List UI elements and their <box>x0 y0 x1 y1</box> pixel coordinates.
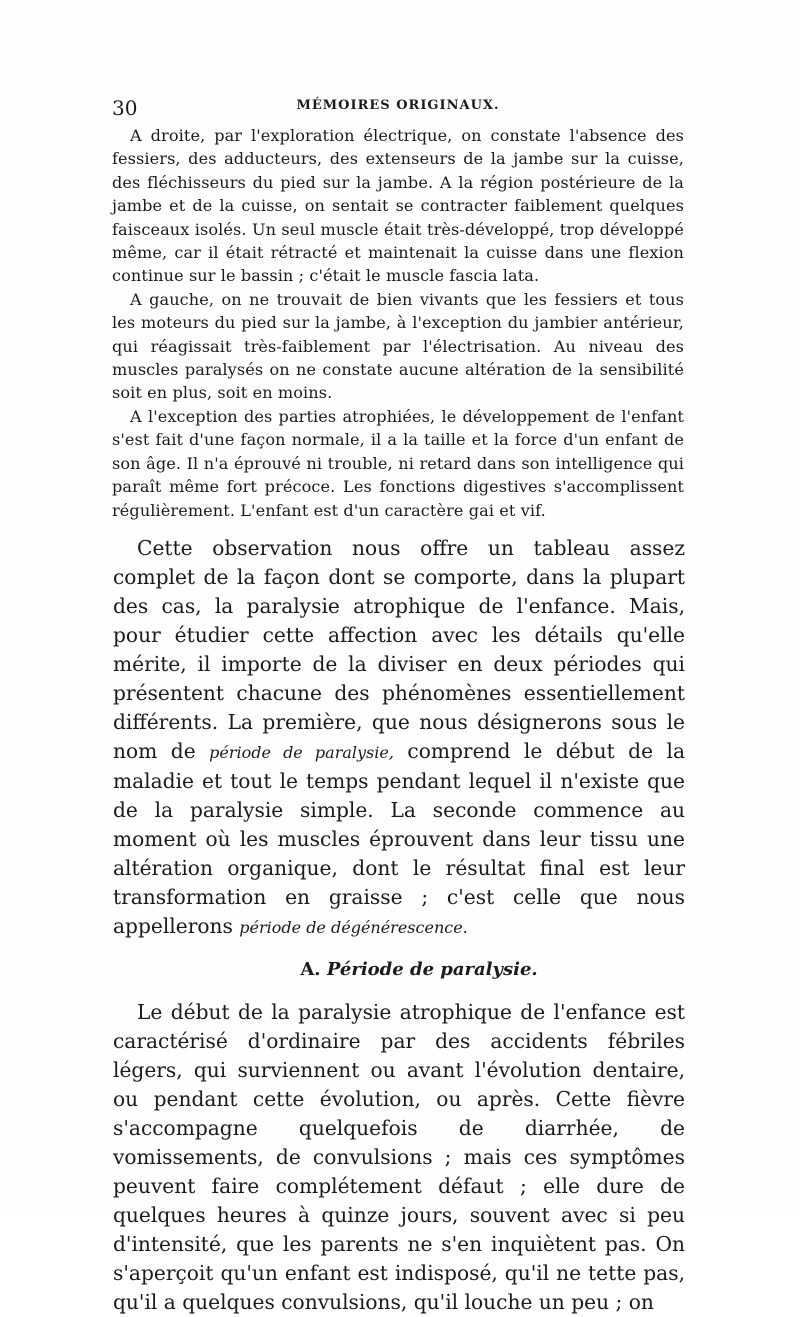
term-degeneration-period: période de dégénérescence. <box>239 918 468 937</box>
paragraph-onset: Le début de la paralysie atrophique de l'enfance est caractérisé d'ordinaire par des accidents fébriles légers, qui surviennent ou avant l'évolution dentaire, ou pendant cette évolution, ou après. Cette fièvre s'accompagne quelquefois de diarrhée, de vomissements, de convulsions ; mais ces symptômes peuvent faire complétement défaut ; elle dure de quelques heures à quinze jours, souvent avec si peu d'intensité, que les parents ne s'en inquiètent pas. On s'aperçoit qu'un enfant est indisposé, qu'il ne tette pas, qu'il a quelques convulsions, qu'il louche un peu ; on <box>113 1000 685 1314</box>
running-header <box>112 96 684 120</box>
page-number: 30 <box>112 96 138 120</box>
paragraph-development: A l'exception des parties atrophiées, le développement de l'enfant s'est fait d'une façon normale, il a la taille et la force d'un enfant de son âge. Il n'a éprouvé ni trouble, ni retard dans son intelligence qui paraît même fort précoce. Les fonctions digestives s'accomplissent régulièrement. L'enfant est d'un caractère gai et vif. <box>112 406 684 520</box>
summary-text-middle: comprend le début de la maladie et tout le temps pendant lequel il n'existe que de la paralysie simple. La seconde commence au moment où les muscles éprouvent dans leur tissu une altération organique, dont le résultat final est leur transformation en graisse ; c'est celle que nous appellerons <box>113 739 685 938</box>
term-paralysis-period: période de paralysie, <box>209 743 394 762</box>
spacer <box>113 942 685 953</box>
spacer <box>113 987 685 998</box>
observation-text <box>112 124 684 522</box>
running-title: MÉMOIRES ORIGINAUX. <box>296 98 500 113</box>
paragraph-right-side: A droite, par l'exploration électrique, on constate l'absence des fessiers, des adducteurs, des extenseurs de la jambe sur la cuisse, des fléchisseurs du pied sur la jambe. A la région postérieure de la jambe et de la cuisse, on sentait se contracter faiblement quelques faisceaux isolés. Un seul muscle était très-développé, trop développé même, car il était rétracté et maintenait la cuisse dans une flexion continue sur le bassin ; c'était le muscle fascia lata. <box>112 126 684 286</box>
summary-text-start: Cette observation nous offre un tableau assez complet de la façon dont se comporte, dans la plupart des cas, la paralysie atrophique de l'enfance. Mais, pour étudier cette affection avec les détails qu'elle mérite, il importe de la diviser en deux périodes qui présentent chacune des phénomènes essentiellement différents. La première, que nous désignerons sous le nom de <box>113 536 685 763</box>
main-text <box>113 534 685 1317</box>
paragraph-summary <box>113 534 685 942</box>
section-label: A. <box>300 959 321 980</box>
section-heading <box>113 953 685 987</box>
section-title: Période de paralysie. <box>326 959 538 980</box>
paragraph-left-side: A gauche, on ne trouvait de bien vivants que les fessiers et tous les moteurs du pied sur la jambe, à l'exception du jambier antérieur, qui réagissait très-faiblement par l'électrisation. Au niveau des muscles paralysés on ne constate aucune altération de la sensibilité soit en plus, soit en moins. <box>112 289 684 403</box>
